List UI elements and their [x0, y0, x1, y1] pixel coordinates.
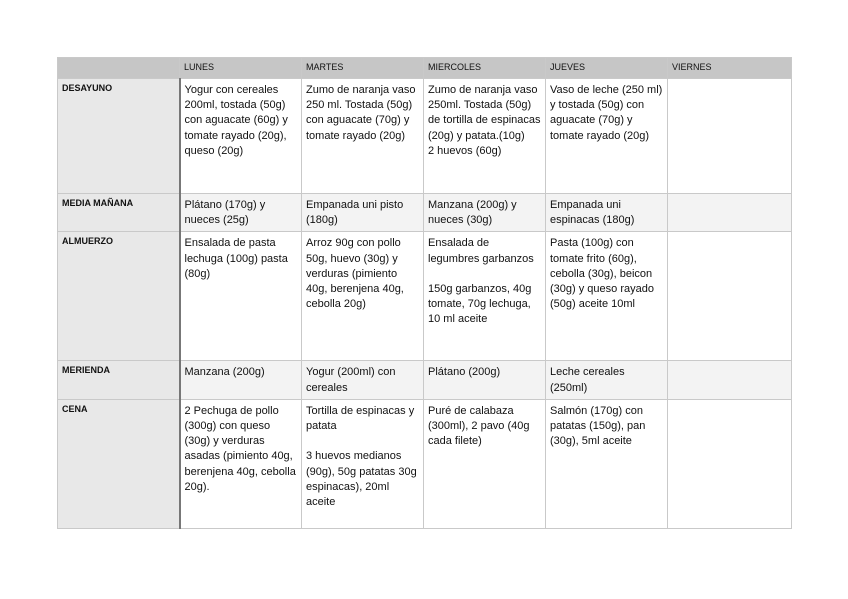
- cell-desayuno-miercoles: Zumo de naranja vaso 250ml. Tostada (50g) de tortilla de espinacas (20g) y patata.(10g) 2 huevos (60g): [424, 79, 546, 194]
- cell-media-manana-jueves: Empanada uni espinacas (180g): [546, 194, 668, 232]
- table-row-almuerzo: [58, 232, 792, 361]
- header-day-jueves: JUEVES: [546, 58, 668, 79]
- meal-label-media-manana: MEDIA MAÑANA: [58, 194, 180, 232]
- cell-almuerzo-lunes: Ensalada de pasta lechuga (100g) pasta (80g): [180, 232, 302, 361]
- cell-merienda-martes: Yogur (200ml) con cereales: [302, 361, 424, 399]
- meal-label-desayuno: DESAYUNO: [58, 79, 180, 194]
- cell-media-manana-miercoles: Manzana (200g) y nueces (30g): [424, 194, 546, 232]
- cell-almuerzo-jueves: Pasta (100g) con tomate frito (60g), cebolla (30g), beicon (30g) y queso rayado (50g) aceite 10ml: [546, 232, 668, 361]
- cell-merienda-viernes: [668, 361, 792, 399]
- cell-desayuno-jueves: Vaso de leche (250 ml) y tostada (50g) con aguacate (70g) y tomate rayado (20g): [546, 79, 668, 194]
- cell-cena-jueves: Salmón (170g) con patatas (150g), pan (30g), 5ml aceite: [546, 399, 668, 528]
- header-corner: [58, 58, 180, 79]
- cell-cena-lunes: 2 Pechuga de pollo (300g) con queso (30g) y verduras asadas (pimiento 40g, berenjena 40g, cebolla 20g).: [180, 399, 302, 528]
- meal-label-cena: CENA: [58, 399, 180, 528]
- header-day-miercoles: MIERCOLES: [424, 58, 546, 79]
- cell-cena-viernes: [668, 399, 792, 528]
- cell-merienda-miercoles: Plátano (200g): [424, 361, 546, 399]
- table-row-merienda: [58, 361, 792, 399]
- cell-media-manana-martes: Empanada uni pisto (180g): [302, 194, 424, 232]
- cell-desayuno-viernes: [668, 79, 792, 194]
- header-day-viernes: VIERNES: [668, 58, 792, 79]
- meal-label-almuerzo: ALMUERZO: [58, 232, 180, 361]
- weekly-meal-plan-table: [57, 57, 792, 529]
- header-day-martes: MARTES: [302, 58, 424, 79]
- header-row: [58, 58, 792, 79]
- cell-cena-miercoles: Puré de calabaza (300ml), 2 pavo (40g cada filete): [424, 399, 546, 528]
- cell-media-manana-viernes: [668, 194, 792, 232]
- cell-almuerzo-viernes: [668, 232, 792, 361]
- cell-almuerzo-martes: Arroz 90g con pollo 50g, huevo (30g) y verduras (pimiento 40g, berenjena 40g, cebolla 20g): [302, 232, 424, 361]
- cell-merienda-lunes: Manzana (200g): [180, 361, 302, 399]
- cell-almuerzo-miercoles: Ensalada de legumbres garbanzos 150g garbanzos, 40g tomate, 70g lechuga, 10 ml aceite: [424, 232, 546, 361]
- cell-cena-martes: Tortilla de espinacas y patata 3 huevos medianos (90g), 50g patatas 30g espinacas), 20ml aceite: [302, 399, 424, 528]
- table-row-desayuno: [58, 79, 792, 194]
- header-day-lunes: LUNES: [180, 58, 302, 79]
- table-row-cena: [58, 399, 792, 528]
- meal-label-merienda: MERIENDA: [58, 361, 180, 399]
- cell-desayuno-lunes: Yogur con cereales 200ml, tostada (50g) con aguacate (60g) y tomate rayado (20g), queso (20g): [180, 79, 302, 194]
- cell-desayuno-martes: Zumo de naranja vaso 250 ml. Tostada (50g) con aguacate (70g) y tomate rayado (20g): [302, 79, 424, 194]
- cell-merienda-jueves: Leche cereales (250ml): [546, 361, 668, 399]
- table-row-media-manana: [58, 194, 792, 232]
- cell-media-manana-lunes: Plátano (170g) y nueces (25g): [180, 194, 302, 232]
